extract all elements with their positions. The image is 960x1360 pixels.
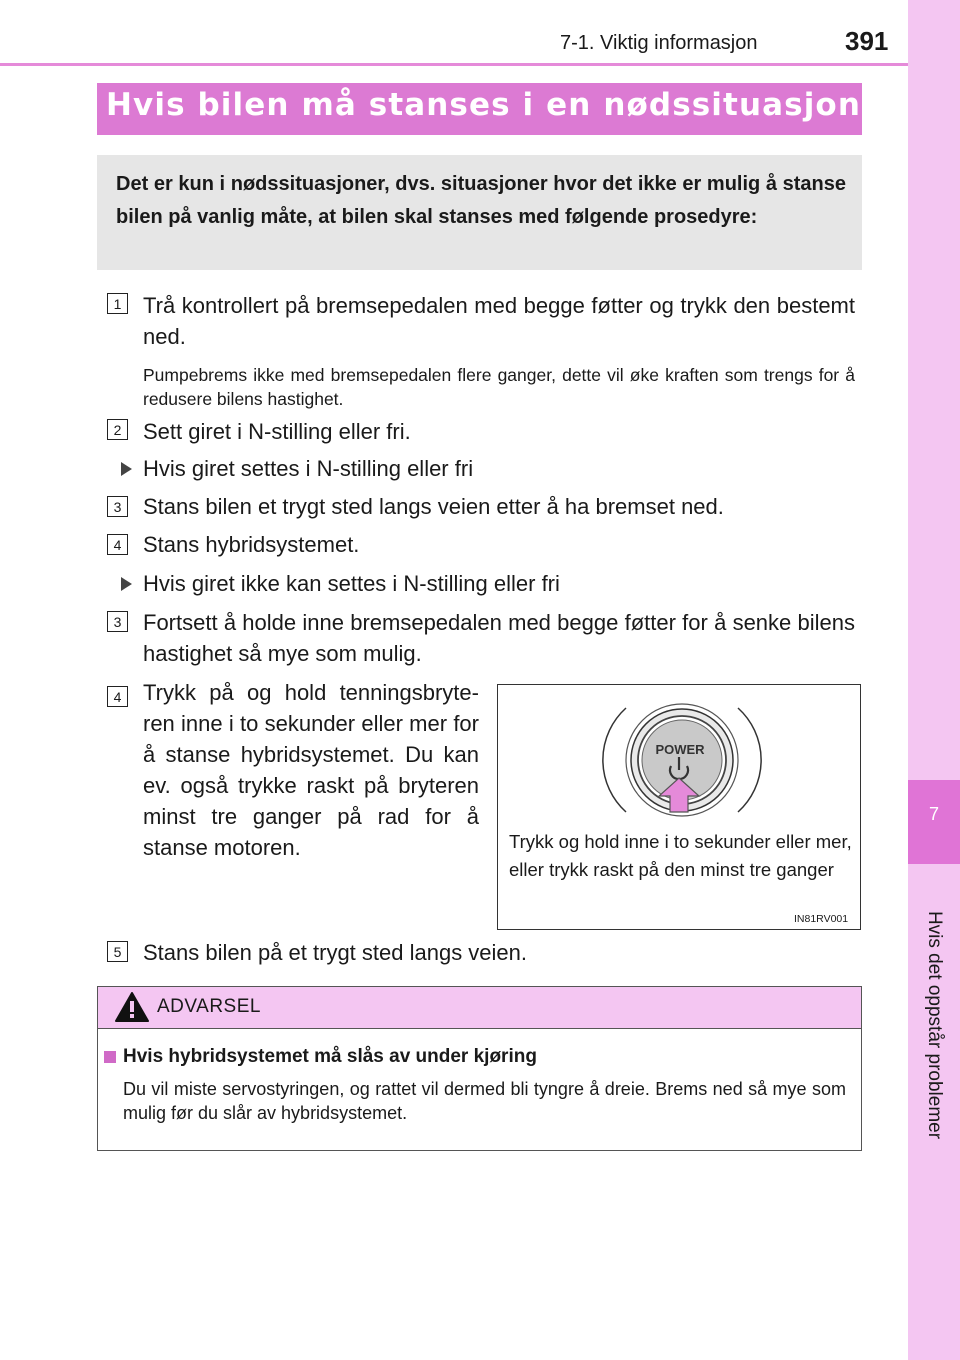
step-4b-text: Trykk på og hold tenningsbryte-ren inne i to sekunder eller mer for å stanse hybridsystemet. Du kan ev. også trykke raskt på bryteren minst tre ganger på rad for å stanse motoren. <box>143 680 479 860</box>
case-b-heading: Hvis giret ikke kan settes i N-stilling eller fri <box>143 571 560 596</box>
case-a-arrow-icon <box>121 462 132 476</box>
step-3a-text: Stans bilen et trygt sted langs veien etter å ha bremset ned. <box>143 494 724 519</box>
warning-triangle-icon <box>114 991 150 1023</box>
case-a-heading: Hvis giret settes i N-stilling eller fri <box>143 456 474 481</box>
step-4a-text: Stans hybridsystemet. <box>143 532 360 557</box>
step-1-text: Trå kontrollert på bremsepedalen med begge føtter og trykk den bestemt ned. <box>143 293 855 349</box>
intro-text: Det er kun i nødssituasjoner, dvs. situasjoner hvor det ikke er mulig å stanse bilen på vanlig måte, at bilen skal stanses med følgende prosedyre: <box>116 173 846 228</box>
page-number: 391 <box>845 26 889 56</box>
step-number-1: 1 <box>107 293 128 314</box>
step-number-3a: 3 <box>107 496 128 517</box>
step-1-note: Pumpebrems ikke med bremsepedalen flere ganger, dette vil øke kraften som trengs for å redusere bilens hastighet. <box>143 365 855 409</box>
warning-label: ADVARSEL <box>157 996 261 1017</box>
figure-caption: Trykk og hold inne i to sekunder eller mer, eller trykk raskt på den minst tre ganger <box>509 831 852 880</box>
case-b-arrow-icon <box>121 577 132 591</box>
warning-text: Du vil miste servostyringen, og rattet vil dermed bli tyngre å dreie. Brems ned så mye som mulig før du slår av hybridsystemet. <box>123 1079 846 1123</box>
step-5-text: Stans bilen på et trygt sted langs veien. <box>143 940 528 965</box>
section-title: 7-1. Viktig informasjon <box>560 32 758 54</box>
step-number-3b: 3 <box>107 611 128 632</box>
power-button-illustration <box>590 688 770 828</box>
step-number-2: 2 <box>107 419 128 440</box>
chapter-side-tab <box>908 0 960 1360</box>
step-2-text: Sett giret i N-stilling eller fri. <box>143 419 411 444</box>
warning-title: Hvis hybridsystemet må slås av under kjøring <box>123 1046 537 1067</box>
step-number-5: 5 <box>107 941 128 962</box>
chapter-label: Hvis det oppstår problemer <box>924 910 945 1140</box>
page-title: Hvis bilen må stanses i en nødssituasjon <box>106 87 861 123</box>
chapter-number: 7 <box>928 804 939 824</box>
step-number-4b: 4 <box>107 686 128 707</box>
step-number-4a: 4 <box>107 534 128 555</box>
header-rule <box>0 63 908 66</box>
warning-bullet-icon <box>104 1051 116 1063</box>
step-3b-text: Fortsett å holde inne bremsepedalen med begge føtter for å senke bilens hastighet så mye som mulig. <box>143 610 855 666</box>
figure-code: IN81RV001 <box>794 913 849 925</box>
power-label: POWER <box>655 742 705 757</box>
